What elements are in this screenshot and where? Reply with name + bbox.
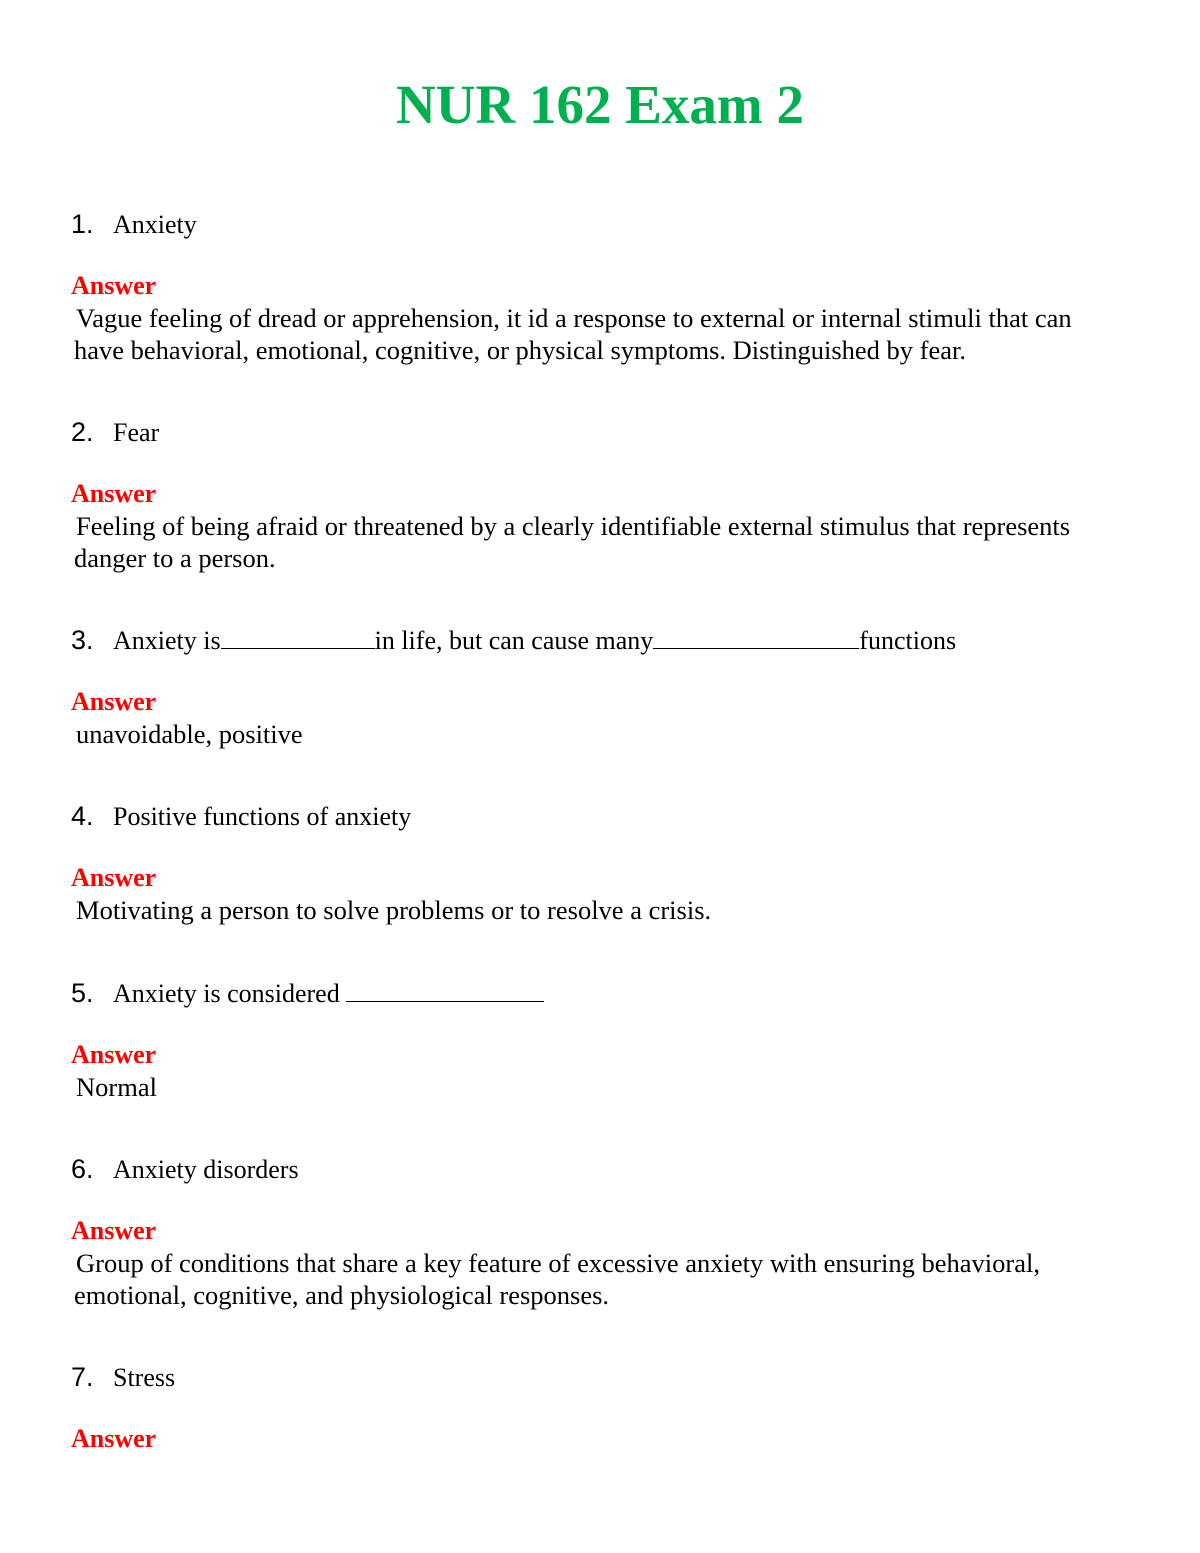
question-text: Positive functions of anxiety [113, 802, 412, 831]
question-1 [71, 208, 1121, 248]
answer-label: Answer [71, 687, 157, 716]
question-number: 1. [71, 209, 94, 239]
question-block-7 [71, 1361, 1121, 1455]
answer-label: Answer [71, 271, 157, 300]
question-7 [71, 1361, 1121, 1401]
document-title: NUR 162 Exam 2 [396, 74, 804, 135]
fill-in-blank [346, 979, 544, 1002]
question-text: Stress [113, 1363, 176, 1392]
answer-text: Feeling of being afraid or threatened by a clearly identifiable external stimulus that represents danger to a person. [74, 511, 1071, 573]
fill-in-blank-2 [653, 626, 859, 649]
answer-label: Answer [71, 1040, 157, 1069]
question-block-2 [71, 416, 1121, 574]
answer-text: Vague feeling of dread or apprehension, it id a response to external or internal stimuli that can have behavioral, emotional, cognitive, or physical symptoms. Distinguished by fear. [74, 303, 1072, 365]
question-block-6 [71, 1153, 1121, 1311]
question-text: Anxiety is considered [113, 979, 340, 1008]
answer-text: Motivating a person to solve problems or to resolve a crisis. [76, 895, 712, 925]
question-text: Fear [113, 418, 160, 447]
answer-label: Answer [71, 479, 157, 508]
answer-label: Answer [71, 1424, 157, 1453]
question-2 [71, 416, 1121, 456]
question-number: 2. [71, 417, 94, 447]
question-6 [71, 1153, 1121, 1193]
question-text-part-3: functions [859, 626, 957, 655]
question-text-part-2: in life, but can cause many [374, 626, 654, 655]
answer-text: Group of conditions that share a key feature of excessive anxiety with ensuring behavioral, emotional, cognitive, and physiological responses. [74, 1248, 1040, 1310]
answer-label: Answer [71, 863, 157, 892]
fill-in-blank-1 [221, 626, 375, 649]
answer-text: unavoidable, positive [76, 719, 303, 749]
question-text: Anxiety disorders [113, 1155, 299, 1184]
question-block-4 [71, 800, 1121, 926]
question-number: 4. [71, 801, 94, 831]
question-4 [71, 800, 1121, 840]
question-number: 6. [71, 1154, 94, 1184]
question-block-3 [71, 624, 1121, 750]
answer-text: Normal [76, 1072, 157, 1102]
question-number: 5. [71, 978, 94, 1008]
question-5 [71, 977, 1121, 1017]
answer-label: Answer [71, 1216, 157, 1245]
question-3 [71, 624, 1121, 664]
question-block-5 [71, 977, 1121, 1103]
question-text-part-1: Anxiety is [113, 626, 221, 655]
question-block-1 [71, 208, 1121, 366]
question-text: Anxiety [113, 210, 197, 239]
question-number: 7. [71, 1362, 94, 1392]
question-number: 3. [71, 625, 94, 655]
